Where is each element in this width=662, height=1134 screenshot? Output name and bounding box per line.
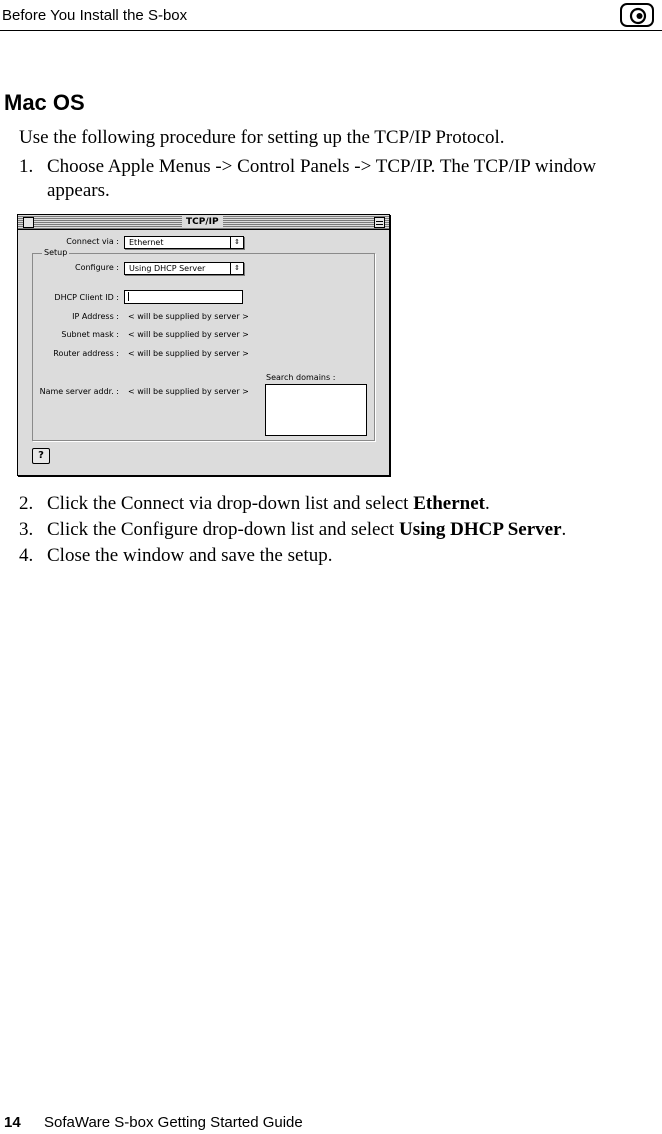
header-title: Before You Install the S-box	[2, 7, 188, 24]
step-number: 1.	[19, 156, 34, 177]
router-address-value: < will be supplied by server >	[128, 349, 249, 358]
popup-arrows-icon: ⇕	[230, 237, 243, 248]
step-text-pre: Click the Connect via drop-down list and select	[47, 493, 414, 514]
footer-title: SofaWare S-box Getting Started Guide	[44, 1114, 303, 1131]
step-text-bold: Ethernet	[413, 493, 485, 514]
search-domains-field[interactable]	[265, 384, 367, 436]
ip-address-value: < will be supplied by server >	[128, 312, 249, 321]
setup-group-title: Setup	[44, 248, 68, 257]
name-server-value: < will be supplied by server >	[128, 387, 249, 396]
running-header	[0, 0, 662, 31]
router-address-label: Router address :	[53, 349, 119, 358]
window-title: TCP/IP	[182, 216, 223, 228]
step-text-post: .	[561, 519, 567, 540]
step-text-bold: Using DHCP Server	[398, 519, 562, 540]
dhcp-client-id-field[interactable]	[124, 290, 243, 304]
step-number: 3.	[19, 519, 34, 540]
text-cursor	[128, 292, 129, 301]
intro-text: Use the following procedure for setting up the TCP/IP Protocol.	[19, 127, 505, 148]
close-box-icon[interactable]	[23, 217, 34, 228]
configure-value: Using DHCP Server	[129, 264, 206, 273]
search-domains-label: Search domains :	[266, 373, 336, 382]
step-text-post: .	[484, 493, 490, 514]
configure-dropdown[interactable]	[124, 262, 244, 275]
ip-address-label: IP Address :	[72, 312, 119, 321]
window-titlebar[interactable]	[18, 215, 389, 230]
popup-arrows-icon: ⇕	[230, 263, 243, 274]
tcpip-window	[17, 214, 390, 476]
page-number: 14	[4, 1114, 21, 1131]
running-footer	[4, 1114, 303, 1131]
dhcp-client-id-label: DHCP Client ID :	[54, 293, 119, 302]
step-text	[47, 155, 647, 203]
connect-via-label: Connect via :	[66, 237, 119, 246]
connect-via-dropdown[interactable]	[124, 236, 244, 249]
step-text: Close the window and save the setup.	[47, 545, 333, 566]
step-text-line1: Choose Apple Menus -> Control Panels -> TCP/IP. The TCP/IP window	[47, 156, 597, 177]
step-text	[47, 492, 647, 516]
step-text	[47, 518, 647, 542]
help-icon[interactable]: ?	[32, 448, 50, 464]
subnet-mask-label: Subnet mask :	[61, 330, 119, 339]
step-text-line2: appears.	[47, 180, 110, 201]
step-number: 2.	[19, 493, 34, 514]
step-text-pre: Click the Configure drop-down list and select	[47, 519, 399, 540]
name-server-label: Name server addr. :	[39, 387, 119, 396]
subnet-mask-value: < will be supplied by server >	[128, 330, 249, 339]
connect-via-value: Ethernet	[129, 238, 164, 247]
section-title: Mac OS	[4, 90, 85, 115]
step-number: 4.	[19, 545, 34, 566]
zoom-box-icon[interactable]	[374, 217, 385, 228]
sofaware-logo-icon	[620, 3, 654, 27]
configure-label: Configure :	[74, 263, 119, 272]
